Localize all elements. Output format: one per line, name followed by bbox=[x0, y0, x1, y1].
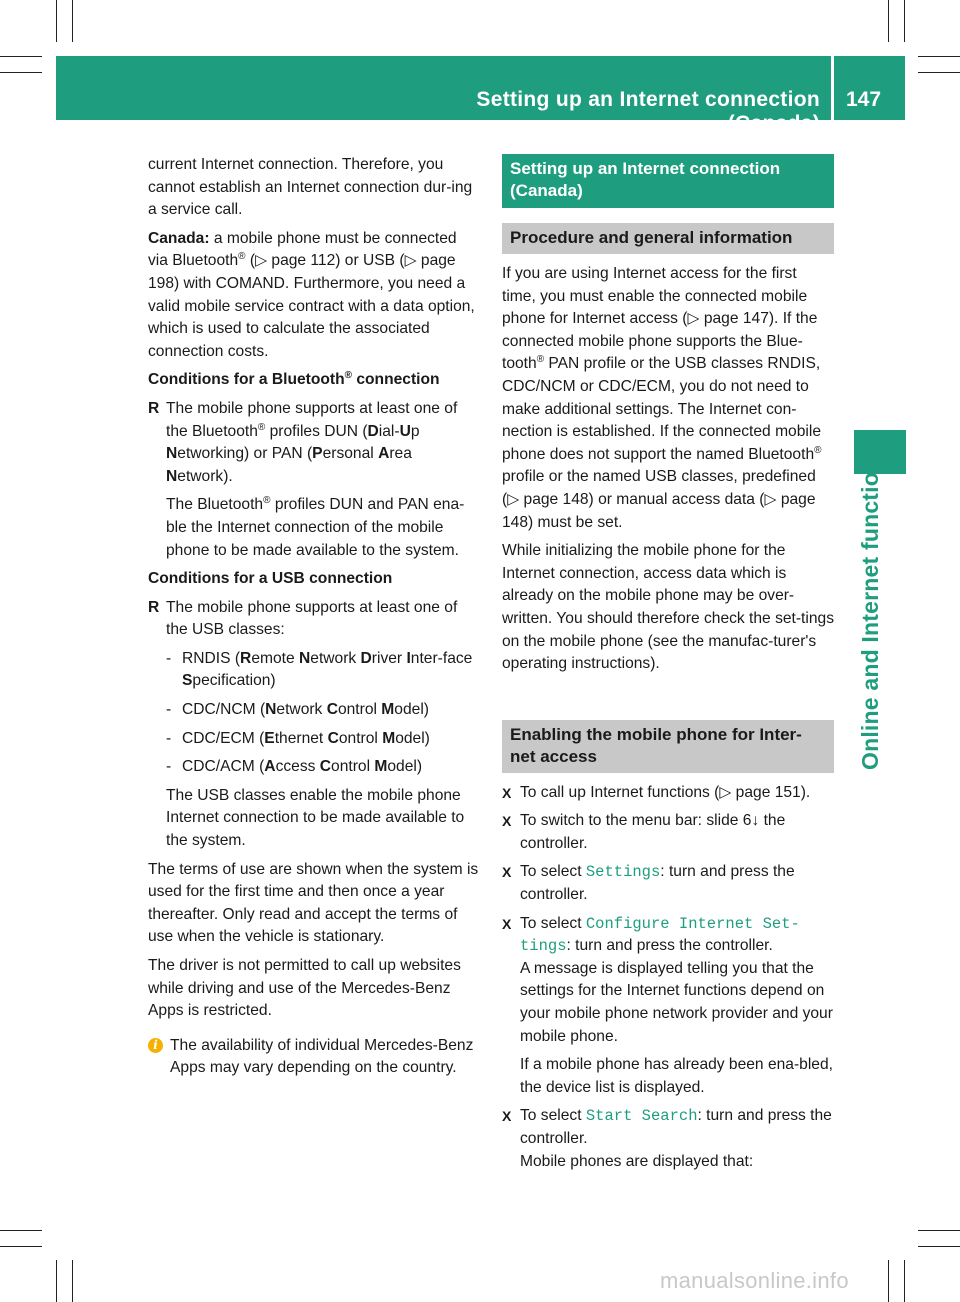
crop-mark bbox=[72, 1260, 73, 1302]
list-item: - CDC/NCM (Network Control Model) bbox=[166, 701, 429, 719]
step-arrow-icon: X bbox=[502, 784, 512, 801]
paragraph: Mobile phones are displayed that: bbox=[520, 1152, 754, 1170]
crop-mark bbox=[904, 1260, 905, 1302]
menu-item-settings: Settings bbox=[585, 863, 661, 882]
controller-slide-icon: 6↓ bbox=[742, 812, 760, 830]
step-arrow-icon: X bbox=[502, 1108, 512, 1125]
crop-mark bbox=[56, 0, 57, 42]
step-item: X To call up Internet functions (▷ page 151). bbox=[502, 782, 834, 805]
page-header-title: Setting up an Internet connection (Canada) bbox=[476, 88, 820, 135]
crop-mark bbox=[918, 1246, 960, 1247]
crop-mark bbox=[918, 72, 960, 73]
crop-mark bbox=[888, 0, 889, 42]
bullet-icon: R bbox=[148, 399, 160, 417]
step-arrow-icon: X bbox=[502, 915, 512, 932]
bullet-icon: R bbox=[148, 598, 160, 616]
list-item: - RNDIS (Remote Network Driver Inter-face Specification) bbox=[166, 649, 473, 690]
crop-mark bbox=[904, 0, 905, 42]
section-heading: Setting up an Internet connection (Canada) bbox=[502, 154, 834, 208]
page-number: 147 bbox=[846, 88, 882, 111]
crop-mark bbox=[0, 72, 42, 73]
crop-mark bbox=[0, 1246, 42, 1247]
paragraph: If you are using Internet access for the first time, you must enable the connected mobile phone for Internet access (▷ page 147). If the connected mobile phone supports the Blue-tooth® PAN profile or the USB classes RNDIS, CDC/NCM or CDC/ECM, you do not need to make additional settings. The Internet con-nection is established. If the connected mobile phone does not support the named Bluetooth® profile or the named USB classes, predefined (▷ page 148) or manual access data (▷ page 148) must be set. bbox=[502, 265, 822, 531]
step-item: X To select Settings: turn and press the controller. bbox=[502, 863, 795, 904]
subsection-heading: Enabling the mobile phone for Inter-net access bbox=[502, 720, 834, 773]
section-tab-label: Online and Internet functions bbox=[857, 444, 883, 770]
header-divider bbox=[831, 56, 834, 120]
step-item: X To select Configure Internet Set-tings: turn and press the controller. bbox=[502, 914, 800, 956]
step-arrow-icon: X bbox=[502, 864, 512, 881]
info-note: i The availability of individual Mercedes-Benz Apps may vary depending on the country. bbox=[148, 1035, 480, 1080]
info-icon: i bbox=[148, 1038, 163, 1053]
crop-mark bbox=[72, 0, 73, 42]
paragraph: While initializing the mobile phone for the Internet connection, access data which is already on the mobile phone may be over-written. You should therefore check the set-tings on the mobile phone (see the manufac-turer's operating instructions). bbox=[502, 542, 834, 673]
list-item: - CDC/ACM (Access Control Model) bbox=[166, 758, 423, 776]
crop-mark bbox=[0, 1230, 42, 1231]
menu-item-configure-internet-settings: Configure Internet Set-tings bbox=[520, 914, 800, 956]
left-column bbox=[148, 154, 480, 1080]
watermark: manualsonline.info bbox=[660, 1268, 849, 1293]
list-item: R The mobile phone supports at least one of the USB classes: bbox=[148, 598, 458, 639]
right-column bbox=[502, 154, 834, 1173]
canada-label: Canada: bbox=[148, 229, 210, 247]
crop-mark bbox=[918, 1230, 960, 1231]
list-item: R The mobile phone supports at least one of the Bluetooth® profiles DUN (Dial-Up Networking) or PAN (Personal Area Network). bbox=[148, 399, 458, 485]
paragraph: The USB classes enable the mobile phone Internet connection to be made available to the system. bbox=[166, 786, 465, 850]
step-item: X To select Start Search: turn and press the controller. bbox=[502, 1107, 832, 1147]
crop-mark bbox=[918, 56, 960, 57]
subheading-bluetooth: Conditions for a Bluetooth® connection bbox=[148, 370, 440, 389]
paragraph: The driver is not permitted to call up websites while driving and use of the Mercedes-Benz Apps is restricted. bbox=[148, 957, 461, 1020]
crop-mark bbox=[888, 1260, 889, 1302]
paragraph: If a mobile phone has already been ena-bled, the device list is displayed. bbox=[520, 1056, 833, 1096]
subheading-usb: Conditions for a USB connection bbox=[148, 570, 393, 588]
menu-item-start-search: Start Search bbox=[585, 1107, 698, 1126]
step-arrow-icon: X bbox=[502, 813, 512, 830]
list-item: - CDC/ECM (Ethernet Control Model) bbox=[166, 729, 430, 747]
step-item: X To switch to the menu bar: slide 6↓ the controller. bbox=[502, 812, 786, 852]
paragraph: Canada: a mobile phone must be connected via Bluetooth® (▷ page 112) or USB (▷ page 198) with COMAND. Furthermore, you need a valid mobile service contract with a data option, which is used to calculate the associated connection costs. bbox=[148, 229, 475, 360]
crop-mark bbox=[56, 1260, 57, 1302]
paragraph: A message is displayed telling you that the settings for the Internet functions depend on your mobile phone network provider and your mobile phone. bbox=[520, 959, 833, 1045]
paragraph: The Bluetooth® profiles DUN and PAN ena-ble the Internet connection of the mobile phone to be made available to the system. bbox=[166, 495, 465, 559]
subsection-heading: Procedure and general information bbox=[502, 223, 834, 254]
paragraph: current Internet connection. Therefore, you cannot establish an Internet connection dur-ing a service call. bbox=[148, 156, 473, 219]
paragraph: The terms of use are shown when the system is used for the first time and then once a year thereafter. Only read and accept the terms of use when the vehicle is stationary. bbox=[148, 860, 479, 946]
crop-mark bbox=[0, 56, 42, 57]
